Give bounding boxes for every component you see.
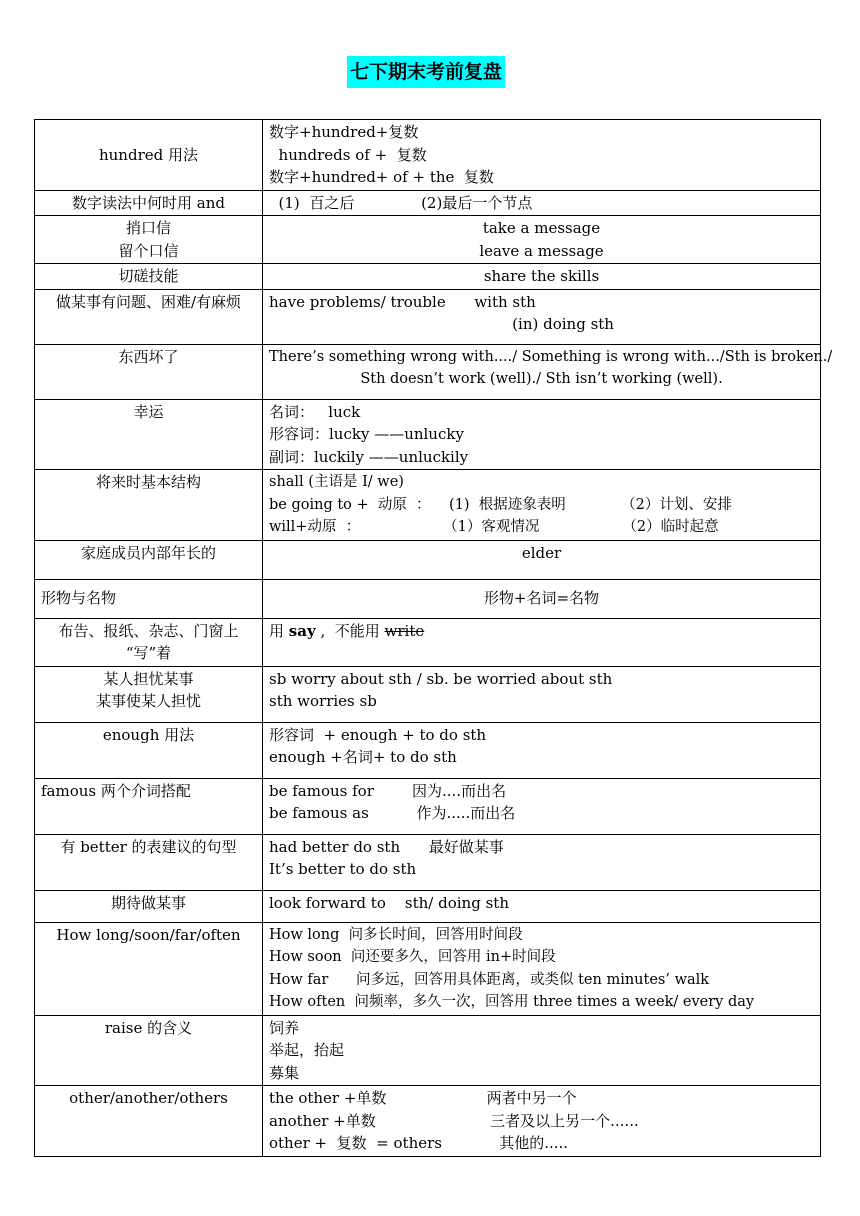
row-notes: sb worry about sth / sb. be worried about sth sth worries sb xyxy=(263,666,821,722)
table-row xyxy=(35,1086,821,1157)
table-row xyxy=(35,666,821,722)
row-topic: 数字读法中何时用 and xyxy=(35,190,263,216)
row-notes: (1) 百之后 (2)最后一个节点 xyxy=(263,190,821,216)
row-notes: There’s something wrong with..../ Something is wrong with.../Sth is broken./ Sth doesn’t work (well)./ Sth isn’t working (well). xyxy=(263,344,821,399)
table-row xyxy=(35,1015,821,1086)
table-row xyxy=(35,922,821,1015)
row-topic: 将来时基本结构 xyxy=(35,470,263,541)
page-title: 七下期末考前复盘 xyxy=(347,56,505,88)
table-row xyxy=(35,890,821,922)
row-notes: had better do sth 最好做某事 It’s better to do sth xyxy=(263,834,821,890)
row-topic: 布告、报纸、杂志、门窗上 “写”着 xyxy=(35,618,263,666)
row-notes: 饲养 举起，抬起 募集 xyxy=(263,1015,821,1086)
table-row xyxy=(35,470,821,541)
table-row xyxy=(35,722,821,778)
table-row xyxy=(35,778,821,834)
row-notes: 名词： luck 形容词：lucky ——unlucky 副词：luckily ——unluckily xyxy=(263,399,821,470)
row-notes: take a message leave a message xyxy=(263,216,821,264)
row-topic: 期待做某事 xyxy=(35,890,263,922)
row-topic: 形物与名物 xyxy=(35,579,263,618)
row-topic: 有 better 的表建议的句型 xyxy=(35,834,263,890)
row-notes: share the skills xyxy=(263,264,821,290)
row-topic: other/another/others xyxy=(35,1086,263,1157)
row-notes: have problems/ trouble with sth (in) doing sth xyxy=(263,289,821,344)
row-topic: 切磋技能 xyxy=(35,264,263,290)
row-notes: the other +单数 两者中另一个 another +单数 三者及以上另一个...... other + 复数 = others 其他的..... xyxy=(263,1086,821,1157)
row-topic: 家庭成员内部年长的 xyxy=(35,540,263,579)
row-notes: How long 问多长时间，回答用时间段 How soon 问还要多久，回答用 in+时间段 How far 问多远，回答用具体距离，或类似 ten minutes’ walk How often 问频率，多久一次，回答用 three times a week/ every day xyxy=(263,922,821,1015)
row-topic: How long/soon/far/often xyxy=(35,922,263,1015)
table-row xyxy=(35,540,821,579)
review-table xyxy=(34,119,833,1157)
row-topic: raise 的含义 xyxy=(35,1015,263,1086)
row-topic: enough 用法 xyxy=(35,722,263,778)
row-notes: 数字+hundred+复数 hundreds of + 复数 数字+hundred+ of + the 复数 xyxy=(263,120,821,191)
table-row xyxy=(35,190,821,216)
row-notes: shall (主语是 I/ we) be going to + 动原 ： (1) 根据迹象表明 （2）计划、安排 will+动原 ： （1）客观情况 （2）临时起意 xyxy=(263,470,821,541)
row-topic: hundred 用法 xyxy=(35,120,263,191)
table-row xyxy=(35,289,821,344)
row-topic: 东西坏了 xyxy=(35,344,263,399)
table-row xyxy=(35,120,821,191)
row-notes: 形物+名词=名物 xyxy=(263,579,821,618)
table-row xyxy=(35,834,821,890)
table-row xyxy=(35,399,821,470)
table-row xyxy=(35,264,821,290)
row-topic: 做某事有问题、困难/有麻烦 xyxy=(35,289,263,344)
row-topic: famous 两个介词搭配 xyxy=(35,778,263,834)
row-topic: 捎口信 留个口信 xyxy=(35,216,263,264)
row-notes: be famous for 因为....而出名 be famous as 作为.....而出名 xyxy=(263,778,821,834)
table-row xyxy=(35,216,821,264)
table-row xyxy=(35,618,821,666)
row-notes: 形容词 + enough + to do sth enough +名词+ to do sth xyxy=(263,722,821,778)
table-row xyxy=(35,579,821,618)
row-topic: 某人担忧某事 某事使某人担忧 xyxy=(35,666,263,722)
row-notes: 用 say , 不能用 write xyxy=(263,618,821,666)
row-notes: look forward to sth/ doing sth xyxy=(263,890,821,922)
row-notes: elder xyxy=(263,540,821,579)
table-row xyxy=(35,344,821,399)
row-topic: 幸运 xyxy=(35,399,263,470)
